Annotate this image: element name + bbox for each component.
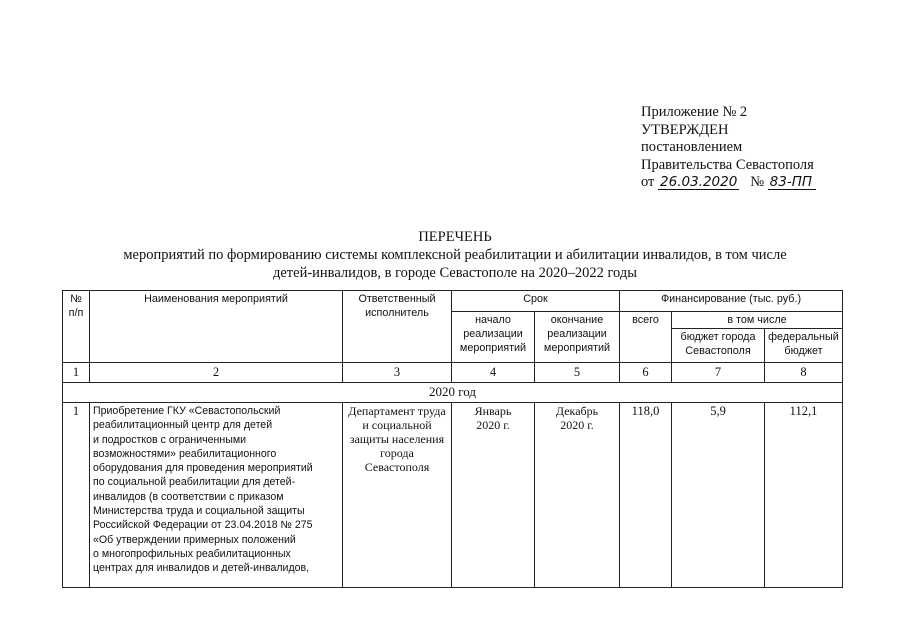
handwritten-date: 26.03.2020 [660, 174, 738, 190]
federal-budget-funding: 112,1 [765, 403, 843, 588]
col-number: 8 [765, 363, 843, 383]
responsible-line: Департамент труда [348, 404, 446, 418]
header-federal-budget: федеральный бюджет [765, 329, 843, 363]
measures-table [62, 290, 843, 588]
measure-name-line: Приобретение ГКУ «Севастопольский [93, 405, 281, 417]
responsible-line: и социальной [362, 418, 432, 432]
responsible-line: города [380, 446, 414, 460]
end-date [535, 403, 620, 588]
col-number: 7 [672, 363, 765, 383]
header-num: № п/п [63, 291, 90, 363]
city-budget-funding: 5,9 [672, 403, 765, 588]
col-number: 4 [452, 363, 535, 383]
measure-name-line: «Об утверждении примерных положений [93, 533, 296, 546]
header-funding: Финансирование (тыс. руб.) [620, 291, 843, 312]
header-start: начало реализации мероприятий [452, 312, 535, 363]
end-line: Декабрь [555, 404, 599, 418]
measure-name-line: оборудования для проведения мероприятий [93, 462, 313, 475]
date-prefix: от [641, 174, 655, 190]
start-date [452, 403, 535, 588]
row-num: 1 [63, 403, 90, 588]
handwritten-number: 83-ПП [768, 175, 816, 190]
government-label: Правительства Севастополя [641, 156, 814, 173]
appendix-block [641, 104, 816, 192]
header-total: всего [620, 312, 672, 363]
measure-name-line: о многопрофильных реабилитационных [93, 547, 291, 560]
number-prefix: № [750, 174, 765, 190]
year-row: 2020 год [63, 383, 843, 403]
resolution-label: постановлением [641, 139, 743, 155]
document-title-line2: детей-инвалидов, в городе Севастополе на 2020–2022 годы [272, 265, 637, 281]
col-number: 2 [90, 363, 343, 383]
measure-name-line: центрах для инвалидов и детей-инвалидов, [93, 562, 310, 575]
header-term: Срок [452, 291, 620, 312]
appendix-number: Приложение № 2 [641, 104, 748, 120]
responsible-line: Севастополя [364, 460, 430, 474]
end-line: 2020 г. [560, 418, 594, 432]
header-city-budget: бюджет города Севастополя [672, 329, 765, 363]
document-title-line1: мероприятий по формированию системы комплексной реабилитации и абилитации инвалидов, в том числе [123, 247, 787, 263]
measure-name-line: реабилитационный центр для детей [93, 419, 273, 432]
responsible-line: защиты населения [349, 432, 445, 446]
table-row [63, 403, 843, 588]
col-number: 5 [535, 363, 620, 383]
header-end: окончание реализации мероприятий [535, 312, 620, 363]
col-number: 1 [63, 363, 90, 383]
col-number: 6 [620, 363, 672, 383]
total-funding: 118,0 [620, 403, 672, 588]
header-including: в том числе [672, 312, 843, 329]
measure-name-line: инвалидов (в соответствии с приказом [93, 490, 284, 503]
measure-name-line: по социальной реабилитации для детей- [93, 476, 296, 489]
date-number-line [641, 174, 816, 192]
measure-name-line: и подростков с ограниченными [93, 433, 247, 446]
responsible-executor [343, 403, 452, 588]
measure-name-line: Российской Федерации от 23.04.2018 № 275 [93, 519, 313, 532]
header-name: Наименования мероприятий [90, 291, 343, 363]
measure-name-line: Министерства труда и социальной защиты [93, 505, 305, 518]
col-number: 3 [343, 363, 452, 383]
measure-name-line: возможностями» реабилитационного [93, 447, 277, 460]
measure-name [90, 403, 343, 588]
approved-label: УТВЕРЖДЕН [641, 121, 729, 138]
header-responsible: Ответственный исполнитель [343, 291, 452, 363]
start-line: Январь [474, 404, 512, 418]
document-heading: ПЕРЕЧЕНЬ [418, 229, 492, 245]
start-line: 2020 г. [476, 418, 510, 432]
